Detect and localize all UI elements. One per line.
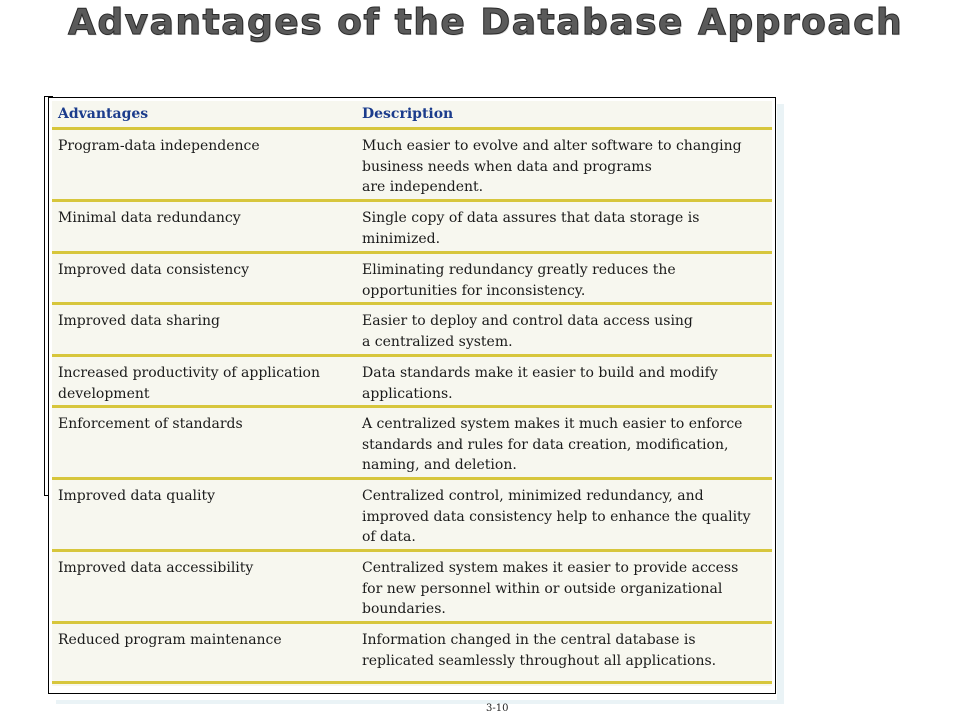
table-row xyxy=(52,130,772,202)
advantage-cell: Improved data sharing xyxy=(58,313,220,329)
table-shadow-bottom xyxy=(56,700,784,704)
advantage-cell: Improved data consistency xyxy=(58,262,250,278)
description-cell: A centralized system makes it much easier to enforce standards and rules for data creation, modification, naming, and deletion. xyxy=(362,416,743,473)
table-row xyxy=(52,552,772,624)
column-header-description: Description xyxy=(362,105,454,122)
table-row xyxy=(52,408,772,480)
table-row xyxy=(52,480,772,552)
advantage-cell: Program-data independence xyxy=(58,138,260,154)
advantage-cell: Increased productivity of application development xyxy=(58,365,320,402)
advantage-cell: Reduced program maintenance xyxy=(58,632,282,648)
advantage-cell: Improved data accessibility xyxy=(58,560,254,576)
advantage-cell: Minimal data redundancy xyxy=(58,210,241,226)
description-cell: Much easier to evolve and alter software to changing business needs when data and programs are independent. xyxy=(362,138,742,195)
table-row xyxy=(52,624,772,684)
advantage-cell: Improved data quality xyxy=(58,488,216,504)
advantage-cell: Enforcement of standards xyxy=(58,416,243,432)
description-cell: Information changed in the central database is replicated seamlessly throughout all applications. xyxy=(362,632,717,669)
description-cell: Eliminating redundancy greatly reduces the opportunities for inconsistency. xyxy=(362,262,676,299)
table-row xyxy=(52,202,772,254)
description-cell: Centralized control, minimized redundancy, and improved data consistency help to enhance the quality of data. xyxy=(362,488,751,545)
description-cell: Single copy of data assures that data storage is minimized. xyxy=(362,210,700,247)
table-shadow-right xyxy=(777,104,784,704)
description-cell: Easier to deploy and control data access using a centralized system. xyxy=(362,313,693,350)
slide-title: Advantages of the Database Approach xyxy=(68,2,904,43)
table-row xyxy=(52,357,772,408)
description-cell: Data standards make it easier to build and modify applications. xyxy=(362,365,718,402)
advantages-table xyxy=(48,97,776,694)
page-number: 3-10 xyxy=(486,703,509,714)
column-header-advantages: Advantages xyxy=(58,105,149,122)
table-row xyxy=(52,305,772,357)
table-row xyxy=(52,254,772,305)
table-body xyxy=(52,101,772,686)
table-header-row xyxy=(52,101,772,130)
description-cell: Centralized system makes it easier to provide access for new personnel within or outside organizational boundaries. xyxy=(362,560,739,617)
